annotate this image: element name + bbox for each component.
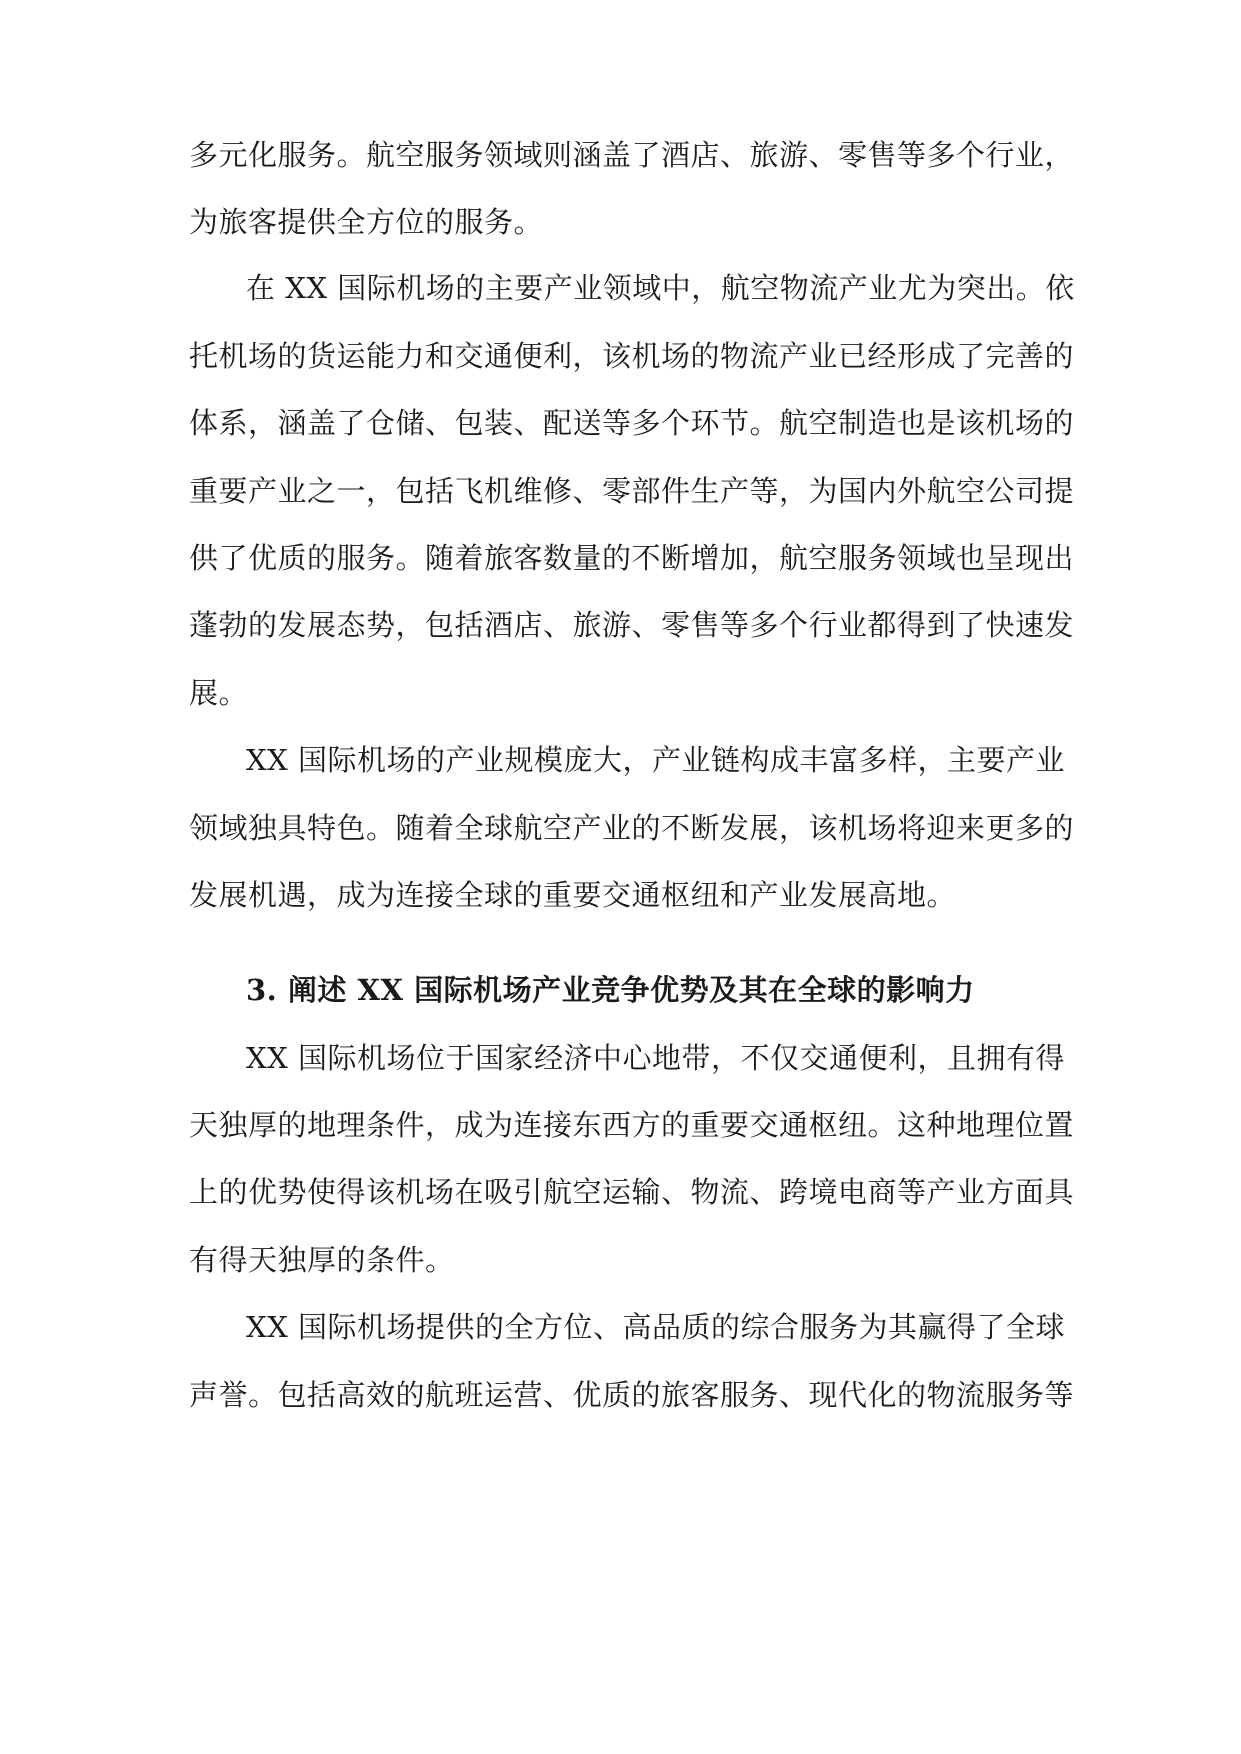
para3-line-1: XX 国际机场的产业规模庞大，产业链构成丰富多样，主要产业 [246,743,1066,777]
para2-line-2: 托机场的货运能力和交通便利，该机场的物流产业已经形成了完善的 [189,339,1075,373]
section-heading: 3. 阐述 XX 国际机场产业竞争优势及其在全球的影响力 [246,973,975,1007]
para4-line-3: 上的优势使得该机场在吸引航空运输、物流、跨境电商等产业方面具 [189,1175,1075,1209]
para1-line-2: 为旅客提供全方位的服务。 [189,205,544,239]
para2-line-7: 展。 [189,676,249,710]
para2-line-4: 重要产业之一，包括飞机维修、零部件生产等，为国内外航空公司提 [189,474,1075,508]
para5-line-1: XX 国际机场提供的全方位、高品质的综合服务为其赢得了全球 [246,1310,1066,1344]
para5-line-2: 声誉。包括高效的航班运营、优质的旅客服务、现代化的物流服务等 [189,1378,1075,1412]
para2-line-5: 供了优质的服务。随着旅客数量的不断增加，航空服务领域也呈现出 [189,541,1075,575]
para3-line-2: 领域独具特色。随着全球航空产业的不断发展，该机场将迎来更多的 [189,811,1075,845]
para4-line-4: 有得天独厚的条件。 [189,1243,455,1277]
para1-line-1: 多元化服务。航空服务领域则涵盖了酒店、旅游、零售等多个行业， [189,138,1075,172]
para4-line-1: XX 国际机场位于国家经济中心地带，不仅交通便利，且拥有得 [246,1041,1066,1075]
para2-line-3: 体系，涵盖了仓储、包装、配送等多个环节。航空制造也是该机场的 [189,406,1075,440]
para2-line-1: 在 XX 国际机场的主要产业领域中，航空物流产业尤为突出。依 [246,271,1075,305]
para2-line-6: 蓬勃的发展态势，包括酒店、旅游、零售等多个行业都得到了快速发 [189,608,1075,642]
para4-line-2: 天独厚的地理条件，成为连接东西方的重要交通枢纽。这种地理位置 [189,1108,1075,1142]
para3-line-3: 发展机遇，成为连接全球的重要交通枢纽和产业发展高地。 [189,878,957,912]
